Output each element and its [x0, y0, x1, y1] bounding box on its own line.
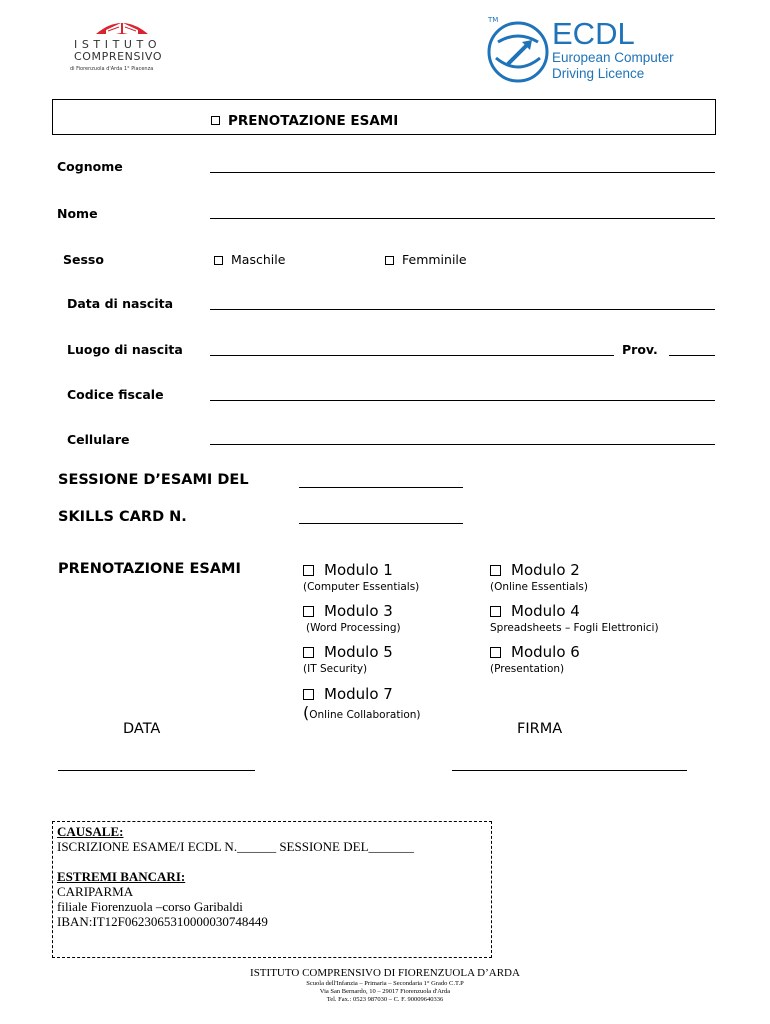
footer	[0, 967, 770, 1004]
label-cognome: Cognome	[57, 159, 123, 174]
label-luogo-nascita: Luogo di nascita	[67, 342, 183, 357]
footer-line3: Tel. Fax.: 0523 987030 – C. F. 90009640336	[326, 996, 444, 1003]
module-1-name: Modulo 1	[324, 561, 393, 579]
codice-fiscale-field[interactable]	[210, 400, 715, 401]
module-4-checkbox[interactable]	[490, 606, 501, 617]
label-data: DATA	[123, 721, 161, 737]
module-6[interactable]	[490, 643, 580, 675]
cognome-field[interactable]	[210, 172, 715, 173]
option-femminile[interactable]	[385, 252, 467, 267]
module-1[interactable]	[303, 561, 419, 593]
module-5-desc: (IT Security)	[303, 663, 368, 675]
label-prenotazione: PRENOTAZIONE ESAMI	[58, 561, 241, 577]
footer-line2: Via San Bernardo, 10 – 29017 Fiorenzuola d'Arda	[319, 988, 451, 995]
causale-text: ISCRIZIONE ESAME/I ECDL N.______ SESSIONE DEL_______	[57, 839, 415, 854]
module-6-name: Modulo 6	[511, 643, 580, 661]
bank-branch: filiale Fiorenzuola –corso Garibaldi	[57, 899, 243, 914]
data-field[interactable]	[58, 770, 255, 771]
school-logo-line1: ISTITUTO	[74, 38, 162, 51]
ecdl-logo	[486, 16, 696, 86]
module-3-checkbox[interactable]	[303, 606, 314, 617]
luogo-nascita-field[interactable]	[210, 355, 614, 356]
module-6-desc: (Presentation)	[490, 663, 565, 675]
ecdl-globe-icon	[486, 20, 550, 84]
book-logo-icon	[92, 12, 152, 38]
iban: IBAN:IT12F0623065310000030748449	[57, 914, 268, 929]
module-5-name: Modulo 5	[324, 643, 393, 661]
title-checkbox[interactable]	[211, 116, 220, 125]
maschile-label: Maschile	[231, 252, 286, 267]
module-2-checkbox[interactable]	[490, 565, 501, 576]
module-7-checkbox[interactable]	[303, 689, 314, 700]
bank-title: ESTREMI BANCARI:	[57, 869, 186, 884]
label-prov: Prov.	[622, 342, 658, 357]
label-cellulare: Cellulare	[67, 432, 130, 447]
data-nascita-field[interactable]	[210, 309, 715, 310]
cellulare-field[interactable]	[210, 444, 715, 445]
module-7[interactable]	[303, 685, 421, 722]
module-2[interactable]	[490, 561, 588, 593]
label-skills-card: SKILLS CARD N.	[58, 509, 187, 525]
nome-field[interactable]	[210, 218, 715, 219]
ecdl-brand: ECDL	[552, 16, 635, 51]
module-6-checkbox[interactable]	[490, 647, 501, 658]
module-2-desc: (Online Essentials)	[490, 581, 588, 593]
school-logo	[66, 12, 196, 72]
femminile-label: Femminile	[402, 252, 467, 267]
firma-field[interactable]	[452, 770, 687, 771]
school-logo-line3: di Fiorenzuola d'Arda 1° Piacenza	[70, 66, 154, 72]
module-2-name: Modulo 2	[511, 561, 580, 579]
bank-name: CARIPARMA	[57, 884, 134, 899]
school-logo-line2: COMPRENSIVO	[74, 50, 163, 63]
payment-box	[52, 821, 492, 958]
module-7-name: Modulo 7	[324, 685, 393, 703]
maschile-checkbox[interactable]	[214, 256, 223, 265]
module-7-desc: Online Collaboration)	[309, 709, 421, 721]
label-nome: Nome	[57, 206, 98, 221]
title-row	[211, 110, 398, 129]
title-box	[52, 99, 716, 135]
label-sessione: SESSIONE D’ESAMI DEL	[58, 472, 249, 488]
label-firma: FIRMA	[517, 721, 563, 737]
module-3-desc: (Word Processing)	[306, 622, 401, 634]
option-maschile[interactable]	[214, 252, 285, 267]
ecdl-tm: TM	[488, 16, 499, 24]
module-5[interactable]	[303, 643, 393, 675]
skills-card-field[interactable]	[299, 523, 463, 524]
footer-title: ISTITUTO COMPRENSIVO DI FIORENZUOLA D’ARDA	[250, 967, 520, 979]
label-data-nascita: Data di nascita	[67, 296, 174, 311]
ecdl-line1: European Computer	[552, 50, 674, 65]
module-7-paren: (	[303, 703, 310, 722]
sessione-field[interactable]	[299, 487, 463, 488]
module-4[interactable]	[490, 602, 659, 634]
prov-field[interactable]	[669, 355, 715, 356]
module-1-checkbox[interactable]	[303, 565, 314, 576]
femminile-checkbox[interactable]	[385, 256, 394, 265]
form-title: PRENOTAZIONE ESAMI	[228, 113, 399, 129]
module-4-desc: Spreadsheets – Fogli Elettronici)	[490, 622, 659, 634]
module-1-desc: (Computer Essentials)	[303, 581, 420, 593]
module-5-checkbox[interactable]	[303, 647, 314, 658]
module-3[interactable]	[303, 602, 401, 634]
ecdl-line2: Driving Licence	[552, 66, 645, 81]
causale-title: CAUSALE:	[57, 824, 124, 839]
module-4-name: Modulo 4	[511, 602, 580, 620]
label-codice-fiscale: Codice fiscale	[67, 387, 164, 402]
module-3-name: Modulo 3	[324, 602, 393, 620]
label-sesso: Sesso	[63, 252, 104, 267]
footer-line1: Scuola dell'Infanzia – Primaria – Secondaria 1° Grado C.T.P	[306, 980, 464, 987]
